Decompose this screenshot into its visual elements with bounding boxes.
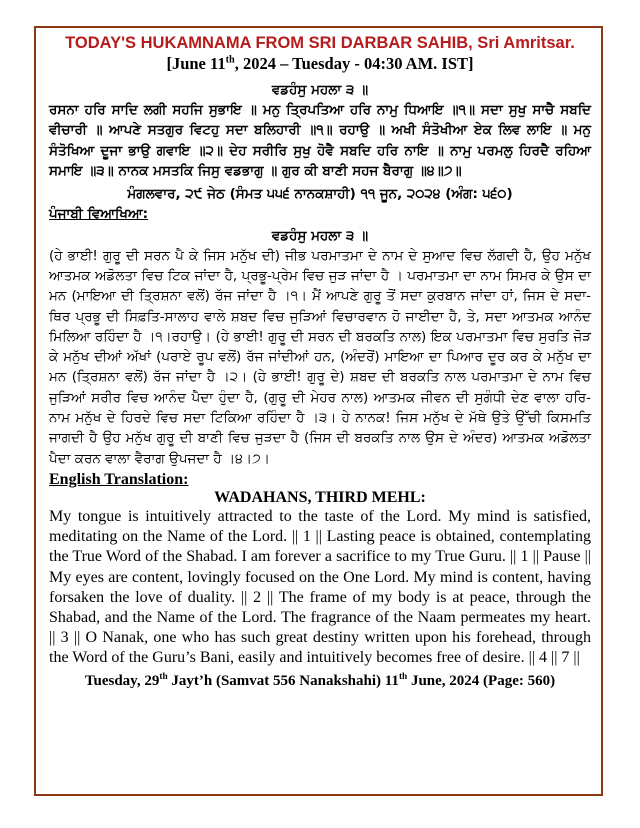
gurmukhi-verse: ਰਸਨਾ ਹਰਿ ਸਾਦਿ ਲਗੀ ਸਹਜਿ ਸੁਭਾਇ ॥ ਮਨੁ ਤ੍ਰਿਪਤਿਆ ਹਰਿ ਨਾਮੁ ਧਿਆਇ ॥੧॥ ਸਦਾ ਸੁਖੁ ਸਾਚੈ ਸਬਦਿ ਵੀਚਾਰੀ ॥ ਆਪਣੇ ਸਤਗੁਰ ਵਿਟਹੁ ਸਦਾ ਬਲਿਹਾਰੀ ॥੧॥ ਰਹਾਉ ॥ ਅਖੀ ਸੰਤੋਖੀਆ ਏਕ ਲਿਵ ਲਾਇ ॥ ਮਨੁ ਸੰਤੋਖਿਆ ਦੂਜਾ ਭਾਉ ਗਵਾਇ ॥੨॥ ਦੇਹ ਸਰੀਰਿ ਸੁਖੁ ਹੋਵੈ ਸਬਦਿ ਹਰਿ ਨਾਇ ॥ ਨਾਮੁ ਪਰਮਲੁ ਹਿਰਦੈ ਰਹਿਆ ਸਮਾਇ ॥੩॥ ਨਾਨਕ ਮਸਤਕਿ ਜਿਸੁ ਵਡਭਾਗੁ ॥ ਗੁਰ ਕੀ ਬਾਣੀ ਸਹਜ ਬੈਰਾਗੁ ॥੪॥੭॥ [49, 102, 591, 180]
hukamnama-document [49, 33, 591, 691]
footer-sup1: th [159, 671, 168, 682]
footer-part1: Tuesday, 29 [84, 672, 160, 689]
footer-part3: June, 2024 (Page: 560) [407, 672, 556, 689]
gurmukhi-heading: ਵਡਹੰਸੁ ਮਹਲਾ ੩ ॥ [271, 82, 369, 98]
date-suffix: , 2024 – Tuesday - 04:30 AM. IST] [234, 54, 474, 73]
date-line [49, 54, 591, 74]
gurmukhi-date: ਮੰਗਲਵਾਰ, ੨੯ ਜੇਠ (ਸੰਮਤ ੫੫੬ ਨਾਨਕਸ਼ਾਹੀ) ੧੧ ਜੂਨ, ੨੦੨੪ (ਅੰਗ: ੫੬੦) [127, 185, 513, 202]
footer-date [49, 672, 591, 691]
punjabi-explanation: (ਹੇ ਭਾਈ! ਗੁਰੂ ਦੀ ਸਰਨ ਪੈ ਕੇ ਜਿਸ ਮਨੁੱਖ ਦੀ) ਜੀਭ ਪਰਮਾਤਮਾ ਦੇ ਨਾਮ ਦੇ ਸੁਆਦ ਵਿਚ ਲੱਗਦੀ ਹੈ, ਉਹ ਮਨੁੱਖ ਆਤਮਕ ਅਡੋਲਤਾ ਵਿਚ ਟਿਕ ਜਾਂਦਾ ਹੈ, ਪ੍ਰਭੂ-ਪ੍ਰੇਮ ਵਿਚ ਜੁੜ ਜਾਂਦਾ ਹੈ । ਪਰਮਾਤਮਾ ਦਾ ਨਾਮ ਸਿਮਰ ਕੇ ਉਸ ਦਾ ਮਨ (ਮਾਇਆ ਦੀ ਤ੍ਰਿਸ਼ਨਾ ਵਲੋਂ) ਰੱਜ ਜਾਂਦਾ ਹੈ ।੧। ਮੈਂ ਆਪਣੇ ਗੁਰੂ ਤੋਂ ਸਦਾ ਕੁਰਬਾਨ ਜਾਂਦਾ ਹਾਂ, ਜਿਸ ਦੇ ਸਦਾ-ਥਿਰ ਪ੍ਰਭੂ ਦੀ ਸਿਫ਼ਤਿ-ਸਾਲਾਹ ਵਾਲੇ ਸ਼ਬਦ ਵਿਚ ਜੁੜਿਆਂ ਵਿਚਾਰਵਾਨ ਹੋ ਜਾਈਦਾ ਹੈ, ਤੇ, ਸਦਾ ਆਤਮਕ ਆਨੰਦ ਮਿਲਿਆ ਰਹਿੰਦਾ ਹੈ ।੧।ਰਹਾਉ। (ਹੇ ਭਾਈ! ਗੁਰੂ ਦੀ ਸਰਨ ਦੀ ਬਰਕਤਿ ਨਾਲ) ਇਕ ਪਰਮਾਤਮਾ ਵਿਚ ਸੁਰਤਿ ਜੋੜ ਕੇ ਮਨੁੱਖ ਦੀਆਂ ਅੱਖਾਂ (ਪਰਾਏ ਰੂਪ ਵਲੋਂ) ਰੱਜ ਜਾਂਦੀਆਂ ਹਨ, (ਅੰਦਰੋਂ) ਮਾਇਆ ਦਾ ਪਿਆਰ ਦੂਰ ਕਰ ਕੇ ਮਨੁੱਖ ਦਾ ਮਨ (ਤ੍ਰਿਸ਼ਨਾ ਵਲੋਂ) ਰੱਜ ਜਾਂਦਾ ਹੈ ।੨। (ਹੇ ਭਾਈ! ਗੁਰੂ ਦੇ) ਸ਼ਬਦ ਦੀ ਬਰਕਤਿ ਨਾਲ ਪਰਮਾਤਮਾ ਦੇ ਨਾਮ ਵਿਚ ਜੁੜਿਆਂ ਸਰੀਰ ਵਿਚ ਆਨੰਦ ਪੈਦਾ ਹੁੰਦਾ ਹੈ, (ਗੁਰੂ ਦੀ ਮੇਹਰ ਨਾਲ) ਆਤਮਕ ਜੀਵਨ ਦੀ ਸੁਗੰਧੀ ਦੇਣ ਵਾਲਾ ਹਰਿ-ਨਾਮ ਮਨੁੱਖ ਦੇ ਹਿਰਦੇ ਵਿਚ ਸਦਾ ਟਿਕਿਆ ਰਹਿੰਦਾ ਹੈ ।੩। ਹੇ ਨਾਨਕ! ਜਿਸ ਮਨੁੱਖ ਦੇ ਮੱਥੇ ਉਤੇ ਉੱਚੀ ਕਿਸਮਤਿ ਜਾਗਦੀ ਹੈ ਉਹ ਮਨੁੱਖ ਗੁਰੂ ਦੀ ਬਾਣੀ ਵਿਚ ਜੁੜਦਾ ਹੈ (ਜਿਸ ਦੀ ਬਰਕਤਿ ਨਾਲ ਉਸ ਦੇ ਅੰਦਰ) ਆਤਮਕ ਅਡੋਲਤਾ ਪੈਦਾ ਕਰਨ ਵਾਲਾ ਵੈਰਾਗ ਉਪਜਦਾ ਹੈ ।੪।੭। [49, 247, 591, 467]
footer-part2: Jayt’h (Samvat 556 Nanakshahi) 11 [167, 672, 399, 689]
punjabi-label: ਪੰਜਾਬੀ ਵਿਆਖਿਆ: [49, 205, 149, 222]
english-translation: My tongue is intuitively attracted to the taste of the Lord. My mind is satisfied, meditating on the Name of the Lord. || 1 || Lasting peace is obtained, contemplating the True Word of the Shabad. I am forever a sacrifice to my True Guru. || 1 || Pause || My eyes are content, lovingly focused on the One Lord. My mind is content, having forsaken the love of duality. || 2 || The frame of my body is at peace, through the Shabad, and the Name of the Lord. The fragrance of the Naam permeates my heart. || 3 || O Nanak, one who has such great destiny written upon his forehead, through the Word of the Guru’s Bani, easily and intuitively becomes free of desire. || 4 || 7 || [49, 507, 591, 667]
footer-sup2: th [398, 671, 408, 682]
english-label: English Translation: [49, 470, 189, 488]
date-superscript: th [225, 54, 235, 66]
punjabi-heading: ਵਡਹੰਸੁ ਮਹਲਾ ੩ ॥ [271, 227, 369, 244]
english-heading: WADAHANS, THIRD MEHL: [214, 488, 426, 506]
date-prefix: [June 11 [166, 54, 226, 73]
page-title: TODAY'S HUKAMNAMA FROM SRI DARBAR SAHIB, Sri Amritsar. [65, 34, 575, 52]
